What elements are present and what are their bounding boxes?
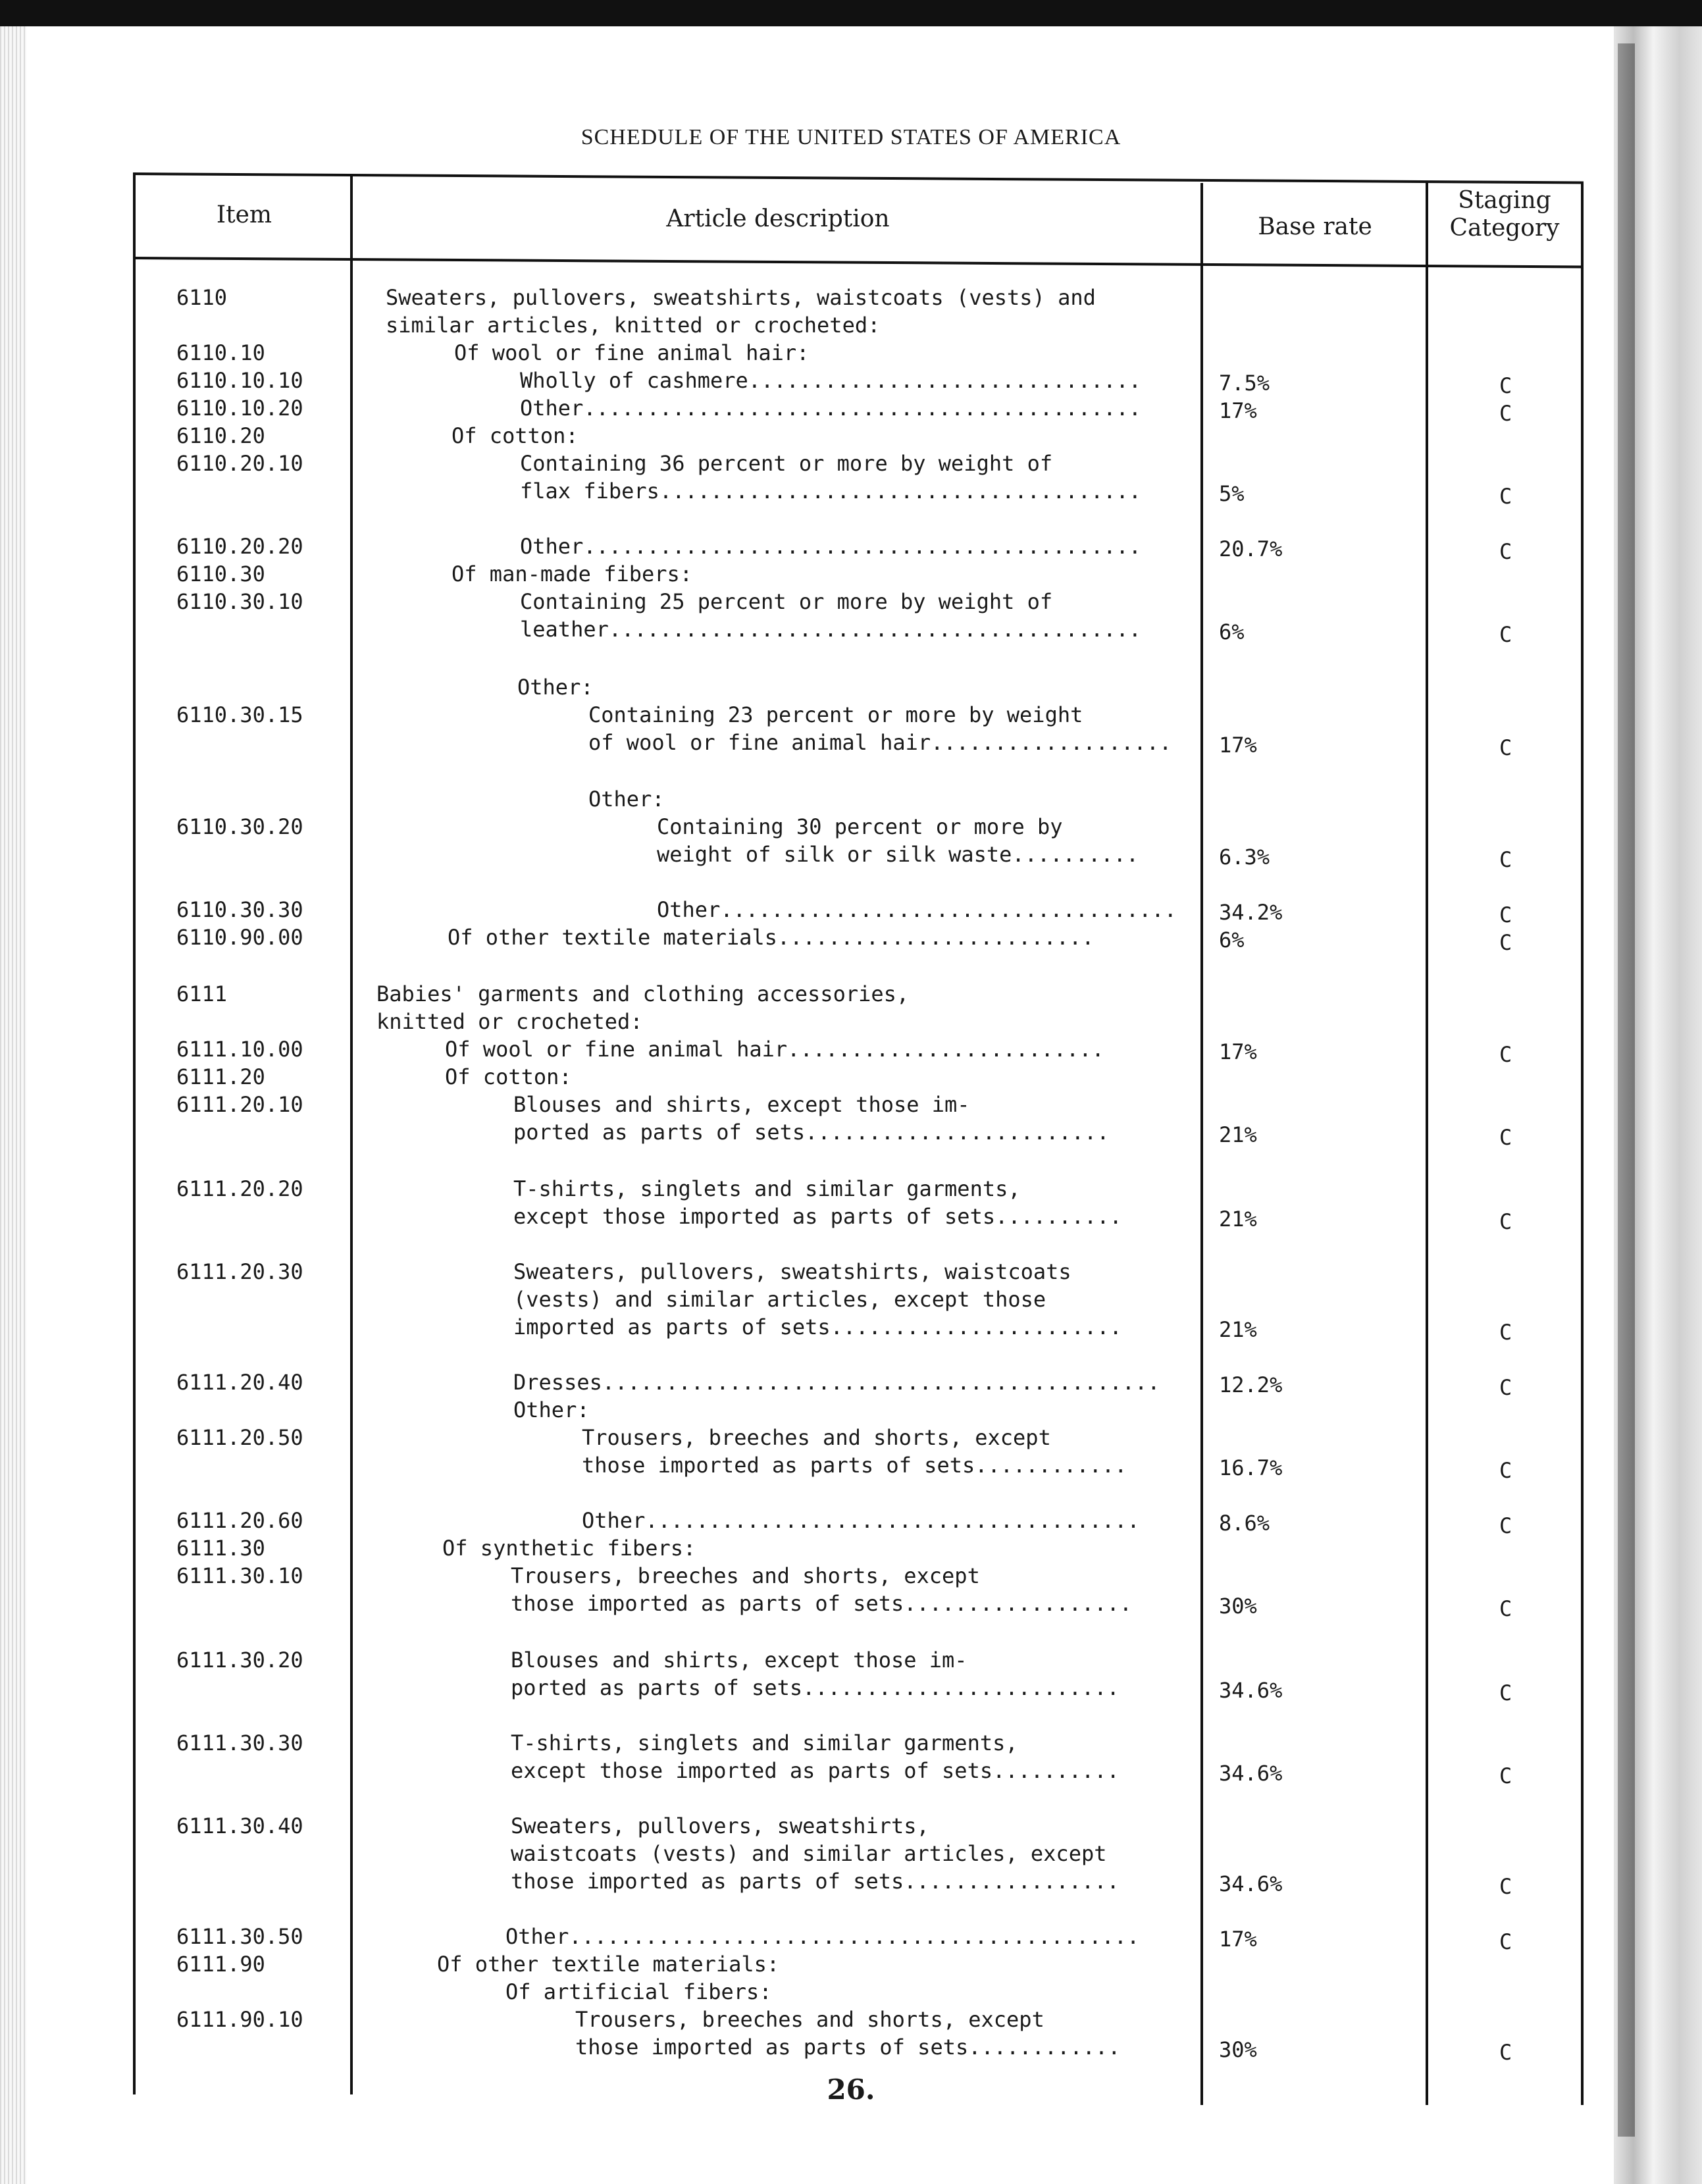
base-rate: 17%: [1219, 1927, 1257, 1952]
article-description: Other....................................: [657, 897, 1177, 922]
item-number: 6111.20.40: [176, 1370, 303, 1395]
staging-category: C: [1499, 847, 1512, 872]
column-header-staging-line2: Category: [1449, 215, 1560, 242]
scan-page-edge-shadow: [1618, 43, 1635, 2137]
scan-left-margin: [0, 26, 26, 2184]
staging-category: C: [1499, 1042, 1512, 1067]
item-number: 6111.30.30: [176, 1730, 303, 1755]
staging-category: C: [1499, 902, 1512, 927]
article-description: T-shirts, singlets and similar garments,: [511, 1730, 1018, 1755]
base-rate: 21%: [1219, 1122, 1257, 1147]
item-number: 6110.20.10: [176, 451, 303, 476]
item-number: 6110.10: [176, 340, 265, 365]
article-description: Sweaters, pullovers, sweatshirts,: [511, 1813, 929, 1838]
article-description: Of artificial fibers:: [505, 1979, 772, 2004]
item-number: 6111: [176, 981, 228, 1006]
staging-category: C: [1499, 735, 1512, 760]
article-description: Of other textile materials.........................: [448, 925, 1095, 950]
article-description: imported as parts of sets.......................: [513, 1314, 1122, 1339]
base-rate: 34.2%: [1219, 900, 1283, 925]
item-number: 6111.20.50: [176, 1425, 303, 1450]
article-description: knitted or crocheted:: [376, 1009, 643, 1034]
item-number: 6110.10.10: [176, 368, 303, 393]
article-description: flax fibers......................................: [520, 479, 1142, 504]
staging-category: C: [1499, 622, 1512, 647]
base-rate: 5%: [1219, 481, 1245, 506]
staging-category: C: [1499, 1320, 1512, 1345]
item-number: 6111.30: [176, 1536, 265, 1561]
article-description: Other............................................: [520, 396, 1142, 421]
base-rate: 12.2%: [1219, 1372, 1283, 1397]
article-description: Containing 25 percent or more by weight of: [520, 589, 1053, 614]
item-number: 6110: [176, 285, 228, 310]
base-rate: 21%: [1219, 1317, 1257, 1342]
base-rate: 17%: [1219, 733, 1257, 758]
article-description: Of cotton:: [445, 1064, 572, 1089]
article-description: Containing 36 percent or more by weight of: [520, 451, 1053, 476]
table-border-right: [1581, 183, 1584, 2105]
article-description: Blouses and shirts, except those im-: [513, 1092, 970, 1117]
article-description: Trousers, breeches and shorts, except: [575, 2007, 1044, 2032]
item-number: 6110.30.15: [176, 702, 303, 727]
item-number: 6110.20.20: [176, 534, 303, 559]
item-number: 6111.20.30: [176, 1259, 303, 1284]
base-rate: 30%: [1219, 2037, 1257, 2062]
article-description: ported as parts of sets.........................: [511, 1675, 1120, 1700]
base-rate: 6.3%: [1219, 845, 1270, 870]
item-number: 6111.90.10: [176, 2007, 303, 2032]
item-number: 6110.30: [176, 561, 265, 586]
staging-category: C: [1499, 1596, 1512, 1621]
column-header-base-rate: Base rate: [1258, 213, 1372, 240]
base-rate: 8.6%: [1219, 1511, 1270, 1536]
article-description: Other............................................: [520, 534, 1142, 559]
base-rate: 6%: [1219, 927, 1245, 952]
staging-category: C: [1499, 539, 1512, 564]
column-divider-rate: [1426, 183, 1428, 2105]
article-description: those imported as parts of sets............: [575, 2035, 1121, 2060]
base-rate: 17%: [1219, 1039, 1257, 1064]
article-description: waistcoats (vests) and similar articles, except: [511, 1841, 1107, 1866]
base-rate: 6%: [1219, 619, 1245, 644]
column-header-staging-line1: Staging: [1458, 187, 1551, 214]
staging-category: C: [1499, 1680, 1512, 1705]
article-description: Of other textile materials:: [437, 1952, 780, 1977]
article-description: similar articles, knitted or crocheted:: [386, 313, 881, 338]
article-description: Of man-made fibers:: [451, 561, 693, 586]
item-number: 6111.30.40: [176, 1813, 303, 1838]
item-number: 6111.20: [176, 1064, 265, 1089]
staging-category: C: [1499, 373, 1512, 398]
staging-category: C: [1499, 1209, 1512, 1234]
base-rate: 30%: [1219, 1594, 1257, 1619]
article-description: except those imported as parts of sets..........: [511, 1758, 1120, 1783]
scan-top-border: [0, 0, 1702, 26]
staging-category: C: [1499, 1125, 1512, 1150]
staging-category: C: [1499, 1929, 1512, 1954]
article-description: Containing 23 percent or more by weight: [588, 702, 1083, 727]
article-description: Other.......................................: [582, 1508, 1140, 1533]
article-description: those imported as parts of sets..................: [511, 1591, 1133, 1616]
article-description: weight of silk or silk waste..........: [657, 842, 1139, 867]
item-number: 6110.90.00: [176, 925, 303, 950]
base-rate: 7.5%: [1219, 371, 1270, 396]
column-header-item: Item: [216, 201, 272, 228]
item-number: 6110.30.10: [176, 589, 303, 614]
staging-category: C: [1499, 401, 1512, 426]
staging-category: C: [1499, 1458, 1512, 1483]
article-description: Of wool or fine animal hair:: [454, 340, 810, 365]
article-description: Blouses and shirts, except those im-: [511, 1648, 967, 1673]
item-number: 6110.10.20: [176, 396, 303, 421]
base-rate: 34.6%: [1219, 1678, 1283, 1703]
article-description: (vests) and similar articles, except those: [513, 1287, 1046, 1312]
article-description: T-shirts, singlets and similar garments,: [513, 1176, 1021, 1201]
article-description: Sweaters, pullovers, sweatshirts, waistcoats: [513, 1259, 1071, 1284]
article-description: Trousers, breeches and shorts, except: [511, 1563, 980, 1588]
article-description: ported as parts of sets........................: [513, 1120, 1110, 1145]
base-rate: 16.7%: [1219, 1455, 1283, 1480]
page-number: 26.: [827, 2073, 875, 2106]
article-description: leather..........................................: [520, 617, 1142, 642]
column-header-description: Article description: [666, 205, 890, 232]
page-title: SCHEDULE OF THE UNITED STATES OF AMERICA: [580, 125, 1122, 149]
item-number: 6111.30.20: [176, 1648, 303, 1673]
base-rate: 34.6%: [1219, 1871, 1283, 1896]
article-description: except those imported as parts of sets..........: [513, 1204, 1122, 1229]
article-description: those imported as parts of sets.................: [511, 1869, 1120, 1894]
item-number: 6111.30.50: [176, 1924, 303, 1949]
staging-category: C: [1499, 1874, 1512, 1899]
base-rate: 34.6%: [1219, 1761, 1283, 1786]
base-rate: 21%: [1219, 1207, 1257, 1232]
column-divider-item: [350, 176, 353, 2094]
article-description: Other:: [588, 787, 665, 812]
item-number: 6110.30.20: [176, 814, 303, 839]
item-number: 6110.30.30: [176, 897, 303, 922]
staging-category: C: [1499, 930, 1512, 955]
article-description: Dresses............................................: [513, 1370, 1160, 1395]
article-description: Containing 30 percent or more by: [657, 814, 1063, 839]
staging-category: C: [1499, 2040, 1512, 2065]
staging-category: C: [1499, 484, 1512, 509]
article-description: Other:: [513, 1397, 590, 1422]
article-description: Babies' garments and clothing accessories,: [376, 981, 910, 1006]
article-description: Of cotton:: [451, 423, 579, 448]
item-number: 6111.90: [176, 1952, 265, 1977]
item-number: 6111.30.10: [176, 1563, 303, 1588]
article-description: Of wool or fine animal hair.........................: [445, 1037, 1104, 1062]
staging-category: C: [1499, 1375, 1512, 1400]
article-description: Trousers, breeches and shorts, except: [582, 1425, 1051, 1450]
column-divider-description: [1200, 183, 1203, 2105]
item-number: 6110.20: [176, 423, 265, 448]
staging-category: C: [1499, 1513, 1512, 1538]
base-rate: 17%: [1219, 398, 1257, 423]
article-description: Other.............................................: [505, 1924, 1140, 1949]
article-description: Sweaters, pullovers, sweatshirts, waistcoats (vests) and: [386, 285, 1096, 310]
staging-category: C: [1499, 1763, 1512, 1788]
item-number: 6111.20.20: [176, 1176, 303, 1201]
base-rate: 20.7%: [1219, 536, 1283, 561]
item-number: 6111.20.60: [176, 1508, 303, 1533]
item-number: 6111.10.00: [176, 1037, 303, 1062]
item-number: 6111.20.10: [176, 1092, 303, 1117]
article-description: Wholly of cashmere...............................: [520, 368, 1142, 393]
article-description: of wool or fine animal hair...................: [588, 730, 1172, 755]
article-description: Other:: [517, 675, 594, 700]
article-description: those imported as parts of sets............: [582, 1453, 1127, 1478]
article-description: Of synthetic fibers:: [442, 1536, 696, 1561]
table-border-left: [133, 172, 136, 2094]
